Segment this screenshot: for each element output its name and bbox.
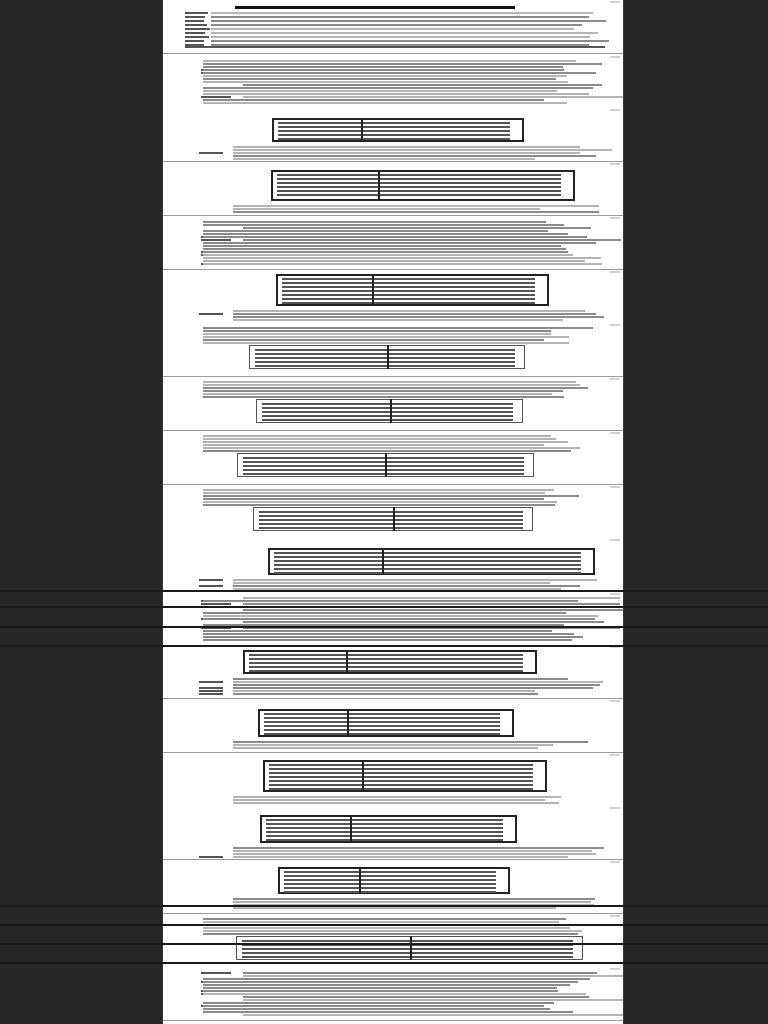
text-line — [203, 612, 566, 614]
text-line — [233, 741, 588, 743]
text-line — [203, 251, 568, 253]
text-line — [243, 227, 591, 229]
horizontal-rule — [0, 924, 768, 926]
text-line — [243, 975, 623, 977]
text-line — [203, 918, 566, 920]
text-line — [203, 336, 569, 338]
text-line — [242, 956, 573, 958]
text-line — [203, 248, 566, 250]
text-line — [259, 523, 524, 525]
text-line — [242, 952, 573, 954]
text-line — [277, 174, 561, 176]
text-line — [282, 290, 535, 292]
text-line — [262, 415, 514, 417]
text-line — [233, 802, 559, 804]
text-line — [203, 1011, 573, 1013]
text-line — [203, 981, 578, 983]
text-line — [203, 224, 564, 226]
text-line — [203, 501, 557, 503]
text-line — [233, 205, 599, 207]
text-line — [203, 639, 572, 641]
text-line — [199, 856, 223, 858]
text-line — [243, 603, 620, 605]
page-number-mark — [610, 807, 620, 809]
horizontal-rule — [0, 943, 768, 945]
page-number-mark — [610, 378, 620, 380]
text-line — [203, 93, 589, 95]
text-line — [203, 498, 544, 500]
text-line — [266, 827, 503, 829]
text-line — [282, 298, 535, 300]
text-line — [203, 618, 595, 620]
text-line — [284, 883, 497, 885]
text-line — [284, 887, 497, 889]
text-line — [262, 407, 514, 409]
text-line — [199, 693, 223, 695]
text-line — [211, 20, 606, 22]
page-number-mark — [610, 754, 620, 756]
text-line — [199, 687, 223, 689]
text-line — [201, 96, 231, 98]
text-line — [243, 469, 523, 471]
text-line — [233, 149, 612, 151]
text-line — [203, 254, 573, 256]
text-line — [233, 747, 538, 749]
horizontal-rule — [0, 645, 768, 647]
text-line — [203, 327, 593, 329]
text-line — [233, 856, 568, 858]
text-line — [203, 102, 567, 104]
text-line — [274, 560, 580, 562]
text-line — [203, 233, 568, 235]
text-line — [233, 582, 550, 584]
text-line — [269, 772, 533, 774]
text-line — [203, 444, 544, 446]
text-line — [249, 658, 523, 660]
page-strip — [163, 967, 623, 1021]
text-line — [203, 984, 570, 986]
page-strip — [163, 55, 623, 109]
text-line — [278, 122, 510, 124]
text-line — [233, 313, 596, 315]
page-strip — [163, 806, 623, 860]
text-line — [277, 182, 561, 184]
text-line — [203, 75, 567, 77]
text-line — [203, 1002, 554, 1004]
table-rule — [361, 118, 363, 142]
text-line — [277, 186, 561, 188]
text-line — [264, 717, 500, 719]
text-line — [203, 72, 596, 74]
text-line — [259, 527, 524, 529]
page-number-mark — [610, 217, 620, 219]
text-line — [249, 670, 523, 672]
text-line — [233, 796, 561, 798]
text-line — [203, 339, 544, 341]
text-line — [203, 987, 557, 989]
text-line — [203, 990, 558, 992]
text-line — [277, 194, 561, 196]
page-strip — [163, 753, 623, 807]
text-line — [203, 390, 563, 392]
text-line — [201, 972, 231, 974]
text-line — [203, 384, 580, 386]
text-line — [211, 40, 609, 42]
text-line — [185, 24, 207, 26]
text-line — [266, 819, 503, 821]
text-line — [233, 687, 593, 689]
text-line — [203, 930, 582, 932]
text-line — [211, 28, 574, 30]
text-line — [203, 245, 561, 247]
text-line — [203, 450, 571, 452]
text-line — [203, 330, 551, 332]
text-line — [233, 579, 597, 581]
text-line — [262, 403, 514, 405]
text-line — [203, 489, 554, 491]
text-line — [203, 263, 602, 265]
text-line — [243, 1014, 623, 1016]
text-line — [199, 579, 223, 581]
text-line — [203, 396, 564, 398]
text-line — [259, 515, 524, 517]
text-line — [249, 654, 523, 656]
text-line — [203, 387, 588, 389]
page-strip — [163, 216, 623, 270]
page-strip — [163, 108, 623, 162]
page-number-mark — [610, 324, 620, 326]
page-strip — [163, 323, 623, 377]
text-line — [233, 152, 580, 154]
text-line — [203, 230, 548, 232]
text-line — [203, 242, 596, 244]
text-line — [255, 349, 516, 351]
text-line — [203, 993, 586, 995]
text-line — [201, 603, 231, 605]
text-line — [277, 178, 561, 180]
page-strip — [163, 699, 623, 753]
text-line — [203, 381, 576, 383]
text-line — [233, 319, 563, 321]
text-line — [262, 419, 514, 421]
text-line — [233, 847, 604, 849]
page-strip — [163, 0, 623, 54]
text-line — [269, 776, 533, 778]
text-line — [211, 24, 582, 26]
text-line — [185, 32, 205, 34]
text-line — [264, 713, 500, 715]
text-line — [203, 260, 585, 262]
text-line — [203, 69, 564, 71]
text-line — [243, 621, 604, 623]
page-number-mark — [610, 109, 620, 111]
text-line — [203, 441, 568, 443]
text-line — [203, 495, 579, 497]
horizontal-rule — [0, 905, 768, 907]
page-strip — [163, 162, 623, 216]
text-line — [233, 155, 596, 157]
text-line — [203, 60, 576, 62]
horizontal-rule — [0, 590, 768, 592]
text-line — [233, 898, 595, 900]
text-line — [284, 871, 497, 873]
table-rule — [346, 650, 348, 675]
table-rule — [350, 815, 352, 843]
text-line — [199, 313, 223, 315]
text-line — [243, 84, 602, 86]
text-line — [211, 32, 598, 34]
text-line — [269, 788, 533, 790]
text-line — [203, 633, 574, 635]
text-line — [274, 564, 580, 566]
text-line — [262, 411, 514, 413]
table-rule — [385, 453, 387, 477]
text-line — [266, 831, 503, 833]
text-line — [233, 678, 568, 680]
text-line — [255, 361, 516, 363]
horizontal-rule — [0, 962, 768, 964]
text-line — [282, 282, 535, 284]
table-rule — [393, 507, 395, 531]
text-line — [243, 239, 621, 241]
text-line — [203, 393, 552, 395]
text-line — [274, 552, 580, 554]
text-line — [199, 690, 223, 692]
text-line — [201, 239, 231, 241]
text-line — [203, 87, 593, 89]
text-line — [203, 63, 602, 65]
text-line — [203, 615, 598, 617]
text-line — [278, 130, 510, 132]
text-line — [233, 907, 556, 909]
text-line — [269, 764, 533, 766]
text-line — [233, 211, 599, 213]
text-line — [185, 40, 204, 42]
text-line — [199, 585, 223, 587]
text-line — [282, 294, 535, 296]
text-line — [264, 729, 500, 731]
text-line — [255, 365, 516, 367]
text-line — [249, 662, 523, 664]
text-line — [278, 126, 510, 128]
text-line — [233, 744, 553, 746]
text-line — [203, 600, 578, 602]
text-line — [266, 839, 503, 841]
text-line — [233, 799, 545, 801]
text-line — [233, 146, 580, 148]
text-line — [264, 725, 500, 727]
text-line — [185, 12, 208, 14]
text-line — [233, 158, 535, 160]
page-number-mark — [610, 1, 620, 3]
text-line — [243, 461, 523, 463]
text-line — [274, 556, 580, 558]
text-line — [203, 66, 563, 68]
page-number-mark — [610, 539, 620, 541]
horizontal-rule — [0, 606, 768, 608]
text-line — [284, 875, 497, 877]
page-number-mark — [610, 486, 620, 488]
text-line — [203, 447, 580, 449]
text-line — [243, 996, 589, 998]
text-line — [243, 473, 523, 475]
page-number-mark — [610, 271, 620, 273]
text-line — [203, 1005, 544, 1007]
page-number-mark — [610, 432, 620, 434]
page-number-mark — [610, 593, 620, 595]
text-line — [264, 721, 500, 723]
text-line — [203, 435, 551, 437]
text-line — [243, 465, 523, 467]
text-line — [203, 978, 590, 980]
table-rule — [390, 399, 392, 423]
text-line — [185, 46, 605, 48]
text-line — [233, 310, 585, 312]
table-rule — [372, 274, 374, 306]
text-line — [233, 316, 604, 318]
page-number-mark — [610, 968, 620, 970]
text-line — [233, 850, 592, 852]
text-line — [185, 20, 204, 22]
text-line — [266, 823, 503, 825]
text-line — [203, 921, 559, 923]
text-line — [264, 733, 500, 735]
text-line — [233, 208, 540, 210]
text-line — [249, 666, 523, 668]
text-line — [203, 504, 555, 506]
text-line — [203, 78, 556, 80]
table-rule — [387, 345, 389, 369]
text-line — [243, 597, 620, 599]
text-line — [274, 568, 580, 570]
text-line — [203, 1008, 550, 1010]
text-line — [278, 134, 510, 136]
text-line — [203, 99, 544, 101]
text-line — [233, 690, 535, 692]
document-page-column[interactable] — [162, 0, 624, 1024]
text-line — [211, 36, 590, 38]
text-line — [284, 879, 497, 881]
text-line — [203, 933, 578, 935]
text-line — [203, 636, 583, 638]
text-line — [259, 511, 524, 513]
text-line — [233, 901, 591, 903]
text-line — [274, 572, 580, 574]
text-line — [233, 853, 596, 855]
page-strip — [163, 270, 623, 324]
text-line — [203, 492, 545, 494]
page-strip — [163, 431, 623, 485]
text-line — [203, 221, 546, 223]
text-line — [282, 286, 535, 288]
text-line — [243, 457, 523, 459]
table-rule — [362, 760, 364, 792]
text-line — [185, 36, 209, 38]
text-line — [203, 236, 587, 238]
text-line — [203, 927, 570, 929]
table-rule — [410, 936, 412, 960]
page-strip — [163, 914, 623, 968]
text-line — [277, 190, 561, 192]
text-line — [203, 333, 551, 335]
page-number-mark — [610, 56, 620, 58]
page-number-mark — [610, 915, 620, 917]
text-line — [269, 784, 533, 786]
header-rule — [235, 6, 515, 9]
text-line — [269, 780, 533, 782]
text-line — [203, 438, 556, 440]
text-line — [278, 138, 510, 140]
horizontal-rule — [0, 626, 768, 628]
text-line — [233, 693, 538, 695]
text-line — [255, 353, 516, 355]
text-line — [243, 972, 597, 974]
page-number-mark — [610, 163, 620, 165]
page-strip — [163, 485, 623, 539]
text-line — [203, 342, 569, 344]
text-line — [233, 681, 603, 683]
page-strip — [163, 592, 623, 646]
table-rule — [347, 709, 349, 738]
text-line — [243, 609, 623, 611]
page-strip — [163, 377, 623, 431]
page-strip — [163, 645, 623, 699]
text-line — [211, 16, 589, 18]
text-line — [185, 16, 205, 18]
text-line — [203, 630, 552, 632]
text-line — [255, 357, 516, 359]
table-rule — [359, 867, 361, 894]
text-line — [185, 28, 210, 30]
text-line — [269, 768, 533, 770]
text-line — [282, 302, 535, 304]
text-line — [203, 81, 568, 83]
text-line — [242, 948, 573, 950]
text-line — [284, 891, 497, 893]
text-line — [243, 999, 623, 1001]
table-rule — [382, 548, 384, 575]
text-line — [199, 152, 223, 154]
text-line — [203, 90, 557, 92]
page-number-mark — [610, 861, 620, 863]
text-line — [203, 257, 601, 259]
text-line — [243, 96, 623, 98]
text-line — [233, 585, 580, 587]
text-line — [242, 940, 573, 942]
page-number-mark — [610, 700, 620, 702]
text-line — [233, 684, 600, 686]
text-line — [199, 681, 223, 683]
page-strip — [163, 538, 623, 592]
text-line — [282, 278, 535, 280]
text-line — [259, 519, 524, 521]
text-line — [211, 12, 593, 14]
table-rule — [378, 170, 380, 201]
text-line — [266, 835, 503, 837]
